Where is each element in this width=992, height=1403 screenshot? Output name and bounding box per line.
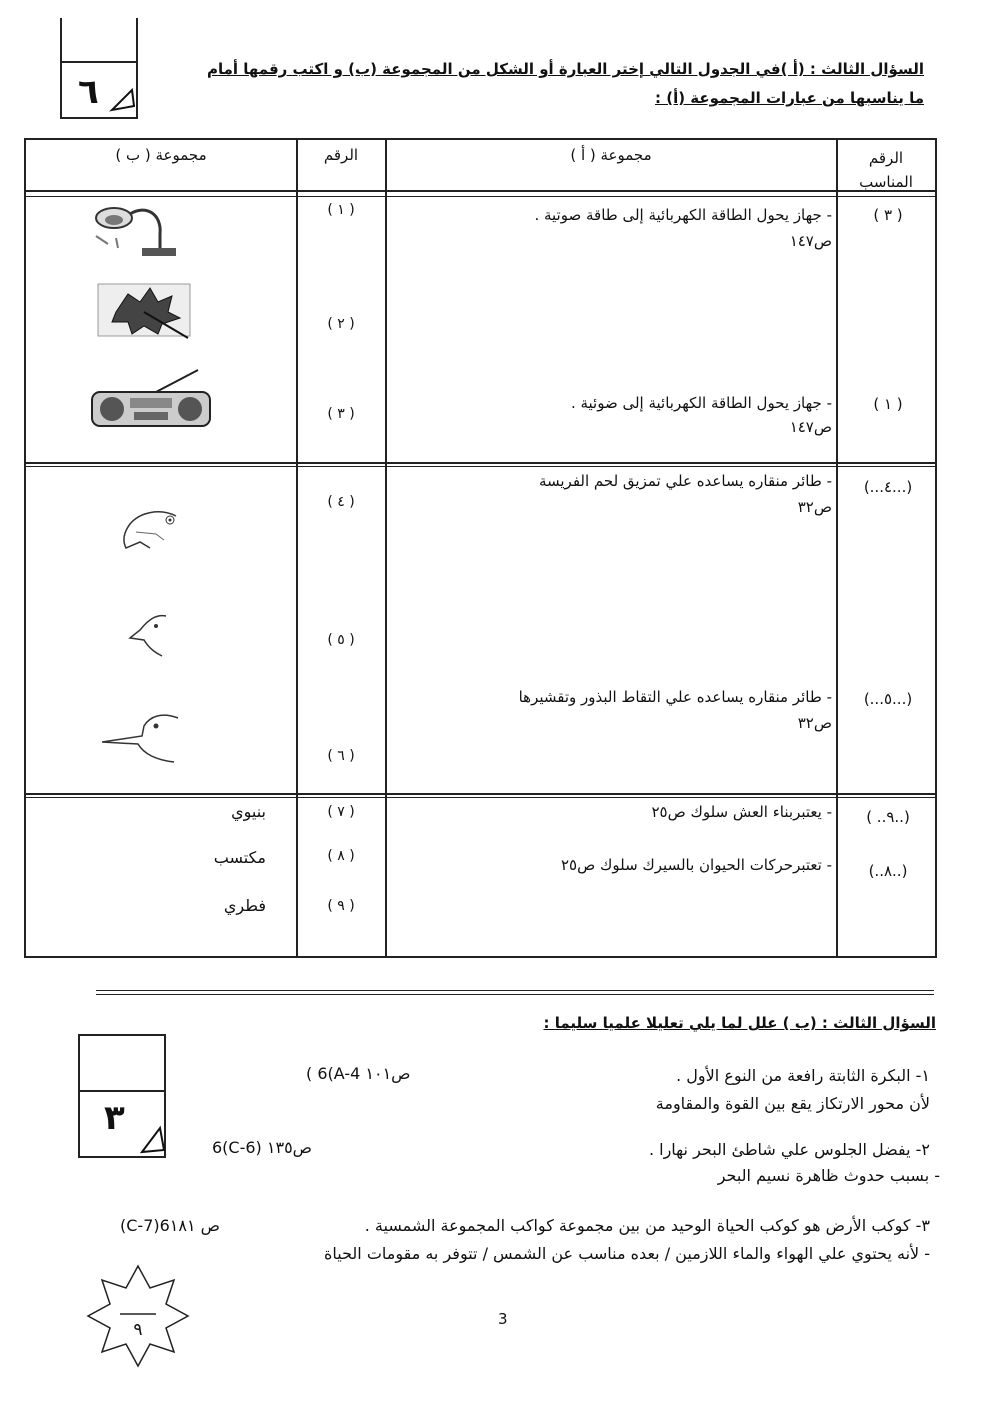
star-badge xyxy=(86,1264,190,1368)
page-curl-icon xyxy=(140,1122,166,1156)
header-number: الرقم xyxy=(323,146,359,164)
radio-image xyxy=(86,368,216,432)
reason-code: ( 6(A-4 ص١٠١ xyxy=(306,1064,411,1083)
header-suitable-number: الرقم المناسب xyxy=(859,149,913,191)
header-group-a: مجموعة ( أ ) xyxy=(570,146,652,164)
statement: - جهاز يحول الطاقة الكهربائية إلى ضوئية . xyxy=(570,394,832,412)
eagle-beak-image xyxy=(116,506,186,556)
finch-beak-image xyxy=(126,610,176,660)
behavior-word: فطري xyxy=(223,896,266,915)
statement: - جهاز يحول الطاقة الكهربائية إلى طاقة صوتية . xyxy=(534,206,832,224)
behavior-word: مكتسب xyxy=(213,848,266,867)
number-cell: ( ٧ ) xyxy=(327,804,355,820)
number-cell: ( ٤ ) xyxy=(327,494,355,510)
answer-cell: (...٥...) xyxy=(863,690,913,708)
statement-page: ص٣٢ xyxy=(797,714,832,732)
reason-answer: - لأنه يحتوي علي الهواء والماء اللازمين / بعده مناسب عن الشمس / تتوفر به مقومات الحياة xyxy=(324,1244,930,1263)
statement-page: ص١٤٧ xyxy=(789,418,832,436)
leaf-image xyxy=(96,282,196,342)
reason-answer: لأن محور الارتكاز يقع بين القوة والمقاومة xyxy=(655,1094,930,1113)
number-cell: ( ٩ ) xyxy=(327,898,355,914)
score-a: ٦ xyxy=(78,72,99,112)
behavior-word: بنيوي xyxy=(231,802,266,821)
statement: - تعتبرحركات الحيوان بالسيرك سلوك ص٢٥ xyxy=(560,856,832,874)
reason-question: ٢- يفضل الجلوس علي شاطئ البحر نهارا . xyxy=(648,1140,930,1159)
reason-code: (C-7)6ص ١٨١ xyxy=(120,1216,221,1235)
star-badge-text: ٩ xyxy=(133,1320,143,1340)
lamp-image xyxy=(86,200,186,262)
number-cell: ( ٦ ) xyxy=(327,748,355,764)
number-cell: ( ٥ ) xyxy=(327,632,355,648)
reason-answer: - بسبب حدوث ظاهرة نسيم البحر xyxy=(717,1166,940,1185)
answer-cell: (..٨..) xyxy=(868,862,908,880)
score-b: ٣ xyxy=(104,1098,125,1138)
statement: - طائر منقاره يساعده علي تمزيق لحم الفريسة xyxy=(538,472,832,490)
reason-question: ١- البكرة الثابتة رافعة من النوع الأول . xyxy=(676,1066,930,1085)
statement-page: ص٣٢ xyxy=(797,498,832,516)
answer-cell: ( ٣ ) xyxy=(873,206,903,224)
answer-cell: (...٤...) xyxy=(863,478,913,496)
statement: - طائر منقاره يساعده علي التقاط البذور وتقشيرها xyxy=(518,688,832,706)
number-cell: ( ٢ ) xyxy=(327,316,355,332)
separator xyxy=(96,994,934,995)
question-a-line1: السؤال الثالث : (أ )في الجدول التالي إختر العبارة أو الشكل من المجموعة (ب) و اكتب رقمها أمام xyxy=(206,60,924,78)
separator xyxy=(96,990,934,991)
statement-page: ص١٤٧ xyxy=(789,232,832,250)
answer-cell: ( ..٩..) xyxy=(866,808,910,826)
reason-question: ٣- كوكب الأرض هو كوكب الحياة الوحيد من بين مجموعة كواكب المجموعة الشمسية . xyxy=(364,1216,930,1235)
statement: - يعتبربناء العش سلوك ص٢٥ xyxy=(651,803,832,821)
page-number: 3 xyxy=(498,1310,508,1328)
answer-cell: ( ١ ) xyxy=(873,395,903,413)
question-a-line2: ما يناسبها من عبارات المجموعة (أ) : xyxy=(655,89,924,107)
seagull-beak-image xyxy=(98,708,188,768)
question-b-title: السؤال الثالث : (ب ) علل لما يلي تعليلا علميا سليما : xyxy=(543,1014,936,1032)
page-curl-icon xyxy=(110,86,136,114)
header-group-b: مجموعة ( ب ) xyxy=(115,146,207,164)
number-cell: ( ٨ ) xyxy=(327,848,355,864)
number-cell: ( ١ ) xyxy=(327,202,355,218)
reason-code: 6(C-6) ص١٣٥ xyxy=(212,1138,312,1157)
number-cell: ( ٣ ) xyxy=(327,406,355,422)
